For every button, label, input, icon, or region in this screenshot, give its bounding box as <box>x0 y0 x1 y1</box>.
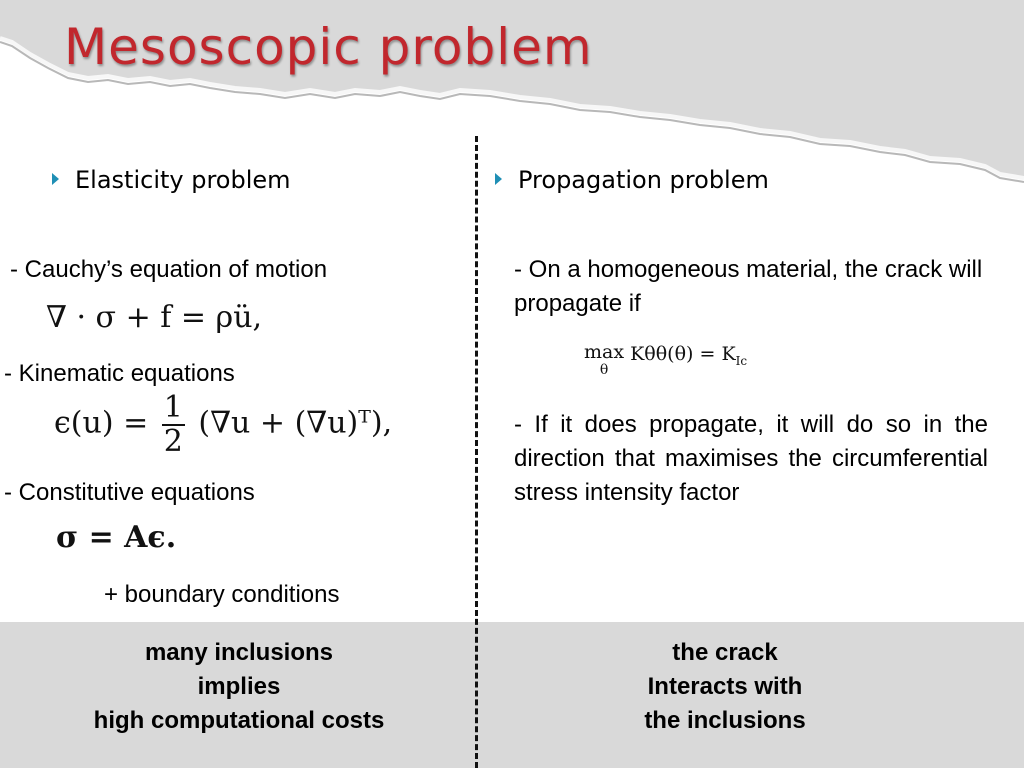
left-summary-line: high computational costs <box>93 707 385 734</box>
right-summary <box>560 636 890 738</box>
one-half-fraction <box>162 392 185 457</box>
k-subscript: Ic <box>735 353 748 368</box>
left-summary-line: many inclusions <box>144 639 334 666</box>
slide-title: Mesoscopic problem <box>64 18 593 76</box>
constitutive-label: - Constitutive equations <box>4 479 255 506</box>
right-summary-line: Interacts with <box>647 673 803 700</box>
boundary-conditions-text: + boundary conditions <box>104 581 340 608</box>
column-divider <box>475 136 478 768</box>
cauchy-label: - Cauchy’s equation of motion <box>10 256 328 283</box>
triangle-bullet-icon <box>495 173 502 185</box>
kinematic-rhs: (∇u + (∇u)ᵀ), <box>198 405 393 441</box>
right-summary-line: the crack <box>672 639 778 666</box>
kinematic-equation <box>54 392 392 457</box>
kinematic-label: - Kinematic equations <box>4 360 235 387</box>
propagation-direction-text: - If it does propagate, it will do so in the direction that maximises the circumferential stress intensity factor <box>514 411 988 506</box>
right-column-heading <box>495 166 769 194</box>
triangle-bullet-icon <box>52 173 59 185</box>
max-text: max <box>584 341 625 363</box>
propagation-condition-text: - On a homogeneous material, the crack will propagate if <box>514 256 983 317</box>
fraction-numerator: 1 <box>163 390 183 425</box>
constitutive-equation: σ = Aϵ. <box>56 520 177 555</box>
left-summary <box>40 636 438 738</box>
left-column-heading <box>52 166 291 194</box>
kinematic-lhs: ϵ(u) = <box>54 405 149 441</box>
left-summary-line: implies <box>197 673 281 700</box>
fraction-denominator: 2 <box>163 423 183 459</box>
max-k-equation <box>584 343 747 379</box>
propagation-heading-text: Propagation problem <box>518 166 769 194</box>
cauchy-equation: ∇ · σ + f = ρü, <box>46 300 263 335</box>
elasticity-heading-text: Elasticity problem <box>75 166 291 194</box>
k-expression: Kθθ(θ) = K <box>630 343 736 365</box>
max-operator <box>584 343 624 379</box>
max-subscript: θ <box>599 362 609 378</box>
right-summary-line: the inclusions <box>644 707 806 734</box>
